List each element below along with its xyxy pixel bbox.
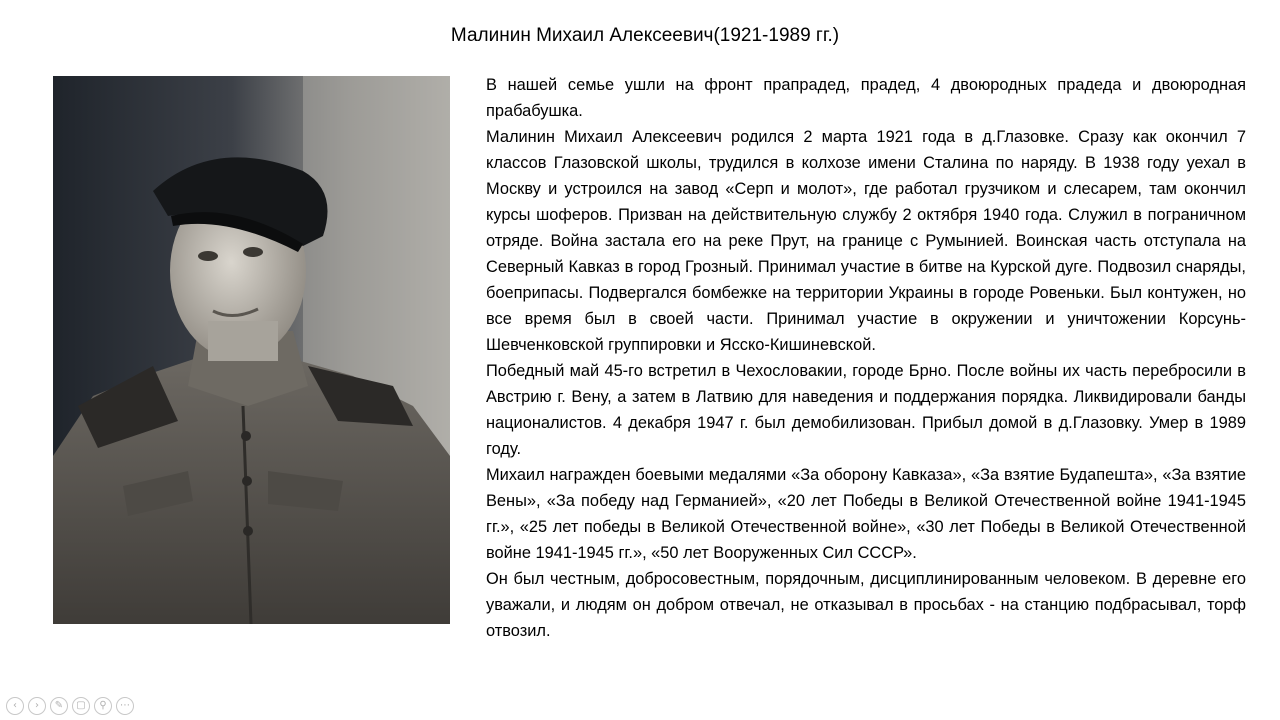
slides-icon[interactable]: ▢ [72, 697, 90, 715]
prev-icon[interactable]: ‹ [6, 697, 24, 715]
paragraph-biography: Малинин Михаил Алексеевич родился 2 марта 1921 года в д.Глазовке. Сразу как окончил 7 классов Глазовской школы, трудился в колхозе имени Сталина по наряду. В 1938 году уехал в Москву и устроился на завод «Серп и молот», где работал грузчиком и слесарем, там окончил курсы шоферов. Призван на действительную службу 2 октября 1940 года. Служил в пограничном отряде. Война застала его на реке Прут, на границе с Румынией. Воинская часть отступала на Северный Кавказ в город Грозный. Принимал участие в битве на Курской дуге. Подвозил снаряды, боеприпасы. Подвергался бомбежке на территории Украины в городе Ровеньки. Был контужен, но все время был в своей части. Принимал участие в окружении и уничтожении Корсунь-Шевченковской группировки и Ясско-Кишиневской. [486, 128, 1246, 354]
more-icon[interactable]: ⋯ [116, 697, 134, 715]
portrait-photo [53, 76, 450, 624]
paragraph-character: Он был честным, добросовестным, порядочным, дисциплинированным человеком. В деревне его уважали, и людям он добром отвечал, не отказывал в просьбах - на станцию подбрасывал, торф отвозил. [486, 570, 1246, 640]
slideshow-controls [6, 697, 134, 715]
next-icon[interactable]: › [28, 697, 46, 715]
paragraph-postwar: Победный май 45-го встретил в Чехословакии, городе Брно. После войны их часть перебросили в Австрию г. Вену, а затем в Латвию для наведения и поддержания порядка. Ликвидировали банды националистов. 4 декабря 1947 г. был демобилизован. Прибыл домой в д.Глазовку. Умер в 1989 году. [486, 362, 1246, 458]
slide-body-text [486, 72, 1246, 644]
paragraph-family: В нашей семье ушли на фронт прапрадед, прадед, 4 двоюродных прадеда и двоюродная прабабушка. [486, 76, 1246, 120]
zoom-icon[interactable]: ⚲ [94, 697, 112, 715]
pen-icon[interactable]: ✎ [50, 697, 68, 715]
slide-title: Малинин Михаил Алексеевич(1921-1989 гг.) [450, 25, 840, 46]
paragraph-medals: Михаил награжден боевыми медалями «За оборону Кавказа», «За взятие Будапешта», «За взятие Вены», «За победу над Германией», «20 лет Победы в Великой Отечественной войне 1941-1945 гг.», «25 лет победы в Великой Отечественной войне», «30 лет Победы в Великой Отечественной войне 1941-1945 гг.», «50 лет Вооруженных Сил СССР». [486, 466, 1246, 562]
